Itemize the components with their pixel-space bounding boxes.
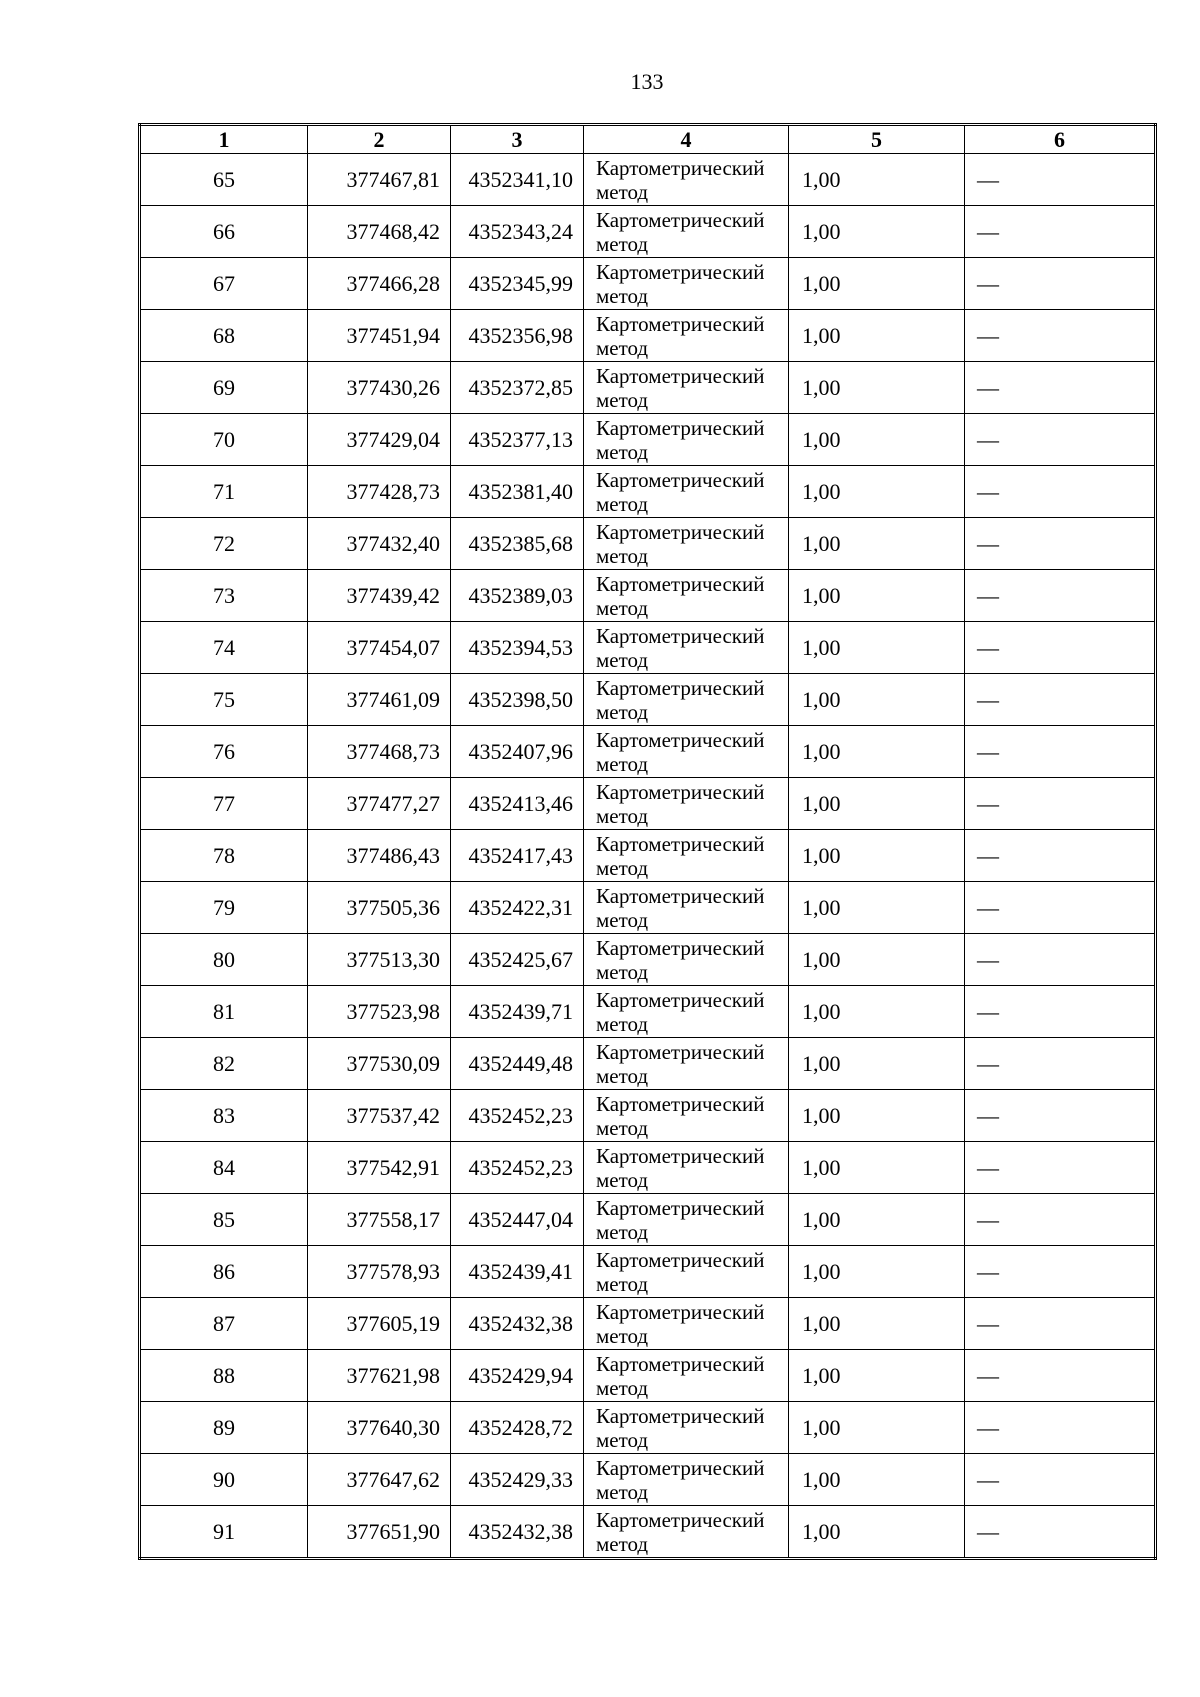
method-cell: Картометрический метод bbox=[584, 258, 789, 310]
accuracy-cell: 1,00 bbox=[789, 414, 965, 466]
note-cell: — bbox=[965, 778, 1156, 830]
y-coordinate-cell: 4352385,68 bbox=[451, 518, 584, 570]
point-number-cell: 88 bbox=[140, 1350, 308, 1402]
note-cell: — bbox=[965, 310, 1156, 362]
method-cell: Картометрический метод bbox=[584, 1194, 789, 1246]
accuracy-cell: 1,00 bbox=[789, 258, 965, 310]
y-coordinate-cell: 4352425,67 bbox=[451, 934, 584, 986]
table-row bbox=[140, 986, 1156, 1038]
accuracy-cell: 1,00 bbox=[789, 466, 965, 518]
table-row bbox=[140, 726, 1156, 778]
method-cell: Картометрический метод bbox=[584, 362, 789, 414]
table-row bbox=[140, 310, 1156, 362]
column-header-5: 5 bbox=[789, 125, 965, 154]
x-coordinate-cell: 377466,28 bbox=[308, 258, 451, 310]
accuracy-cell: 1,00 bbox=[789, 206, 965, 258]
x-coordinate-cell: 377486,43 bbox=[308, 830, 451, 882]
method-cell: Картометрический метод bbox=[584, 518, 789, 570]
table-row bbox=[140, 674, 1156, 726]
accuracy-cell: 1,00 bbox=[789, 934, 965, 986]
x-coordinate-cell: 377640,30 bbox=[308, 1402, 451, 1454]
accuracy-cell: 1,00 bbox=[789, 1038, 965, 1090]
note-cell: — bbox=[965, 1454, 1156, 1506]
point-number-cell: 83 bbox=[140, 1090, 308, 1142]
method-cell: Картометрический метод bbox=[584, 206, 789, 258]
x-coordinate-cell: 377428,73 bbox=[308, 466, 451, 518]
accuracy-cell: 1,00 bbox=[789, 1506, 965, 1559]
accuracy-cell: 1,00 bbox=[789, 622, 965, 674]
method-cell: Картометрический метод bbox=[584, 154, 789, 206]
point-number-cell: 71 bbox=[140, 466, 308, 518]
point-number-cell: 66 bbox=[140, 206, 308, 258]
coordinates-table bbox=[138, 123, 1157, 1560]
method-cell: Картометрический метод bbox=[584, 934, 789, 986]
x-coordinate-cell: 377430,26 bbox=[308, 362, 451, 414]
y-coordinate-cell: 4352422,31 bbox=[451, 882, 584, 934]
x-coordinate-cell: 377477,27 bbox=[308, 778, 451, 830]
note-cell: — bbox=[965, 830, 1156, 882]
note-cell: — bbox=[965, 674, 1156, 726]
method-cell: Картометрический метод bbox=[584, 726, 789, 778]
method-cell: Картометрический метод bbox=[584, 570, 789, 622]
x-coordinate-cell: 377432,40 bbox=[308, 518, 451, 570]
point-number-cell: 70 bbox=[140, 414, 308, 466]
note-cell: — bbox=[965, 414, 1156, 466]
note-cell: — bbox=[965, 206, 1156, 258]
table-row bbox=[140, 1350, 1156, 1402]
method-cell: Картометрический метод bbox=[584, 1350, 789, 1402]
note-cell: — bbox=[965, 518, 1156, 570]
accuracy-cell: 1,00 bbox=[789, 674, 965, 726]
column-header-1: 1 bbox=[140, 125, 308, 154]
table-row bbox=[140, 570, 1156, 622]
y-coordinate-cell: 4352389,03 bbox=[451, 570, 584, 622]
accuracy-cell: 1,00 bbox=[789, 1194, 965, 1246]
y-coordinate-cell: 4352447,04 bbox=[451, 1194, 584, 1246]
x-coordinate-cell: 377530,09 bbox=[308, 1038, 451, 1090]
table-row bbox=[140, 1090, 1156, 1142]
point-number-cell: 81 bbox=[140, 986, 308, 1038]
x-coordinate-cell: 377605,19 bbox=[308, 1298, 451, 1350]
y-coordinate-cell: 4352372,85 bbox=[451, 362, 584, 414]
note-cell: — bbox=[965, 1402, 1156, 1454]
table-row bbox=[140, 414, 1156, 466]
y-coordinate-cell: 4352432,38 bbox=[451, 1506, 584, 1559]
point-number-cell: 91 bbox=[140, 1506, 308, 1559]
note-cell: — bbox=[965, 726, 1156, 778]
method-cell: Картометрический метод bbox=[584, 986, 789, 1038]
table-row bbox=[140, 1402, 1156, 1454]
y-coordinate-cell: 4352413,46 bbox=[451, 778, 584, 830]
y-coordinate-cell: 4352428,72 bbox=[451, 1402, 584, 1454]
column-header-2: 2 bbox=[308, 125, 451, 154]
note-cell: — bbox=[965, 1194, 1156, 1246]
method-cell: Картометрический метод bbox=[584, 310, 789, 362]
accuracy-cell: 1,00 bbox=[789, 830, 965, 882]
note-cell: — bbox=[965, 362, 1156, 414]
table-row bbox=[140, 466, 1156, 518]
table-row bbox=[140, 830, 1156, 882]
accuracy-cell: 1,00 bbox=[789, 1298, 965, 1350]
accuracy-cell: 1,00 bbox=[789, 778, 965, 830]
method-cell: Картометрический метод bbox=[584, 414, 789, 466]
y-coordinate-cell: 4352452,23 bbox=[451, 1090, 584, 1142]
point-number-cell: 82 bbox=[140, 1038, 308, 1090]
x-coordinate-cell: 377513,30 bbox=[308, 934, 451, 986]
x-coordinate-cell: 377558,17 bbox=[308, 1194, 451, 1246]
point-number-cell: 75 bbox=[140, 674, 308, 726]
x-coordinate-cell: 377647,62 bbox=[308, 1454, 451, 1506]
accuracy-cell: 1,00 bbox=[789, 362, 965, 414]
x-coordinate-cell: 377542,91 bbox=[308, 1142, 451, 1194]
table-row bbox=[140, 1038, 1156, 1090]
table-row bbox=[140, 1142, 1156, 1194]
page-number: 133 bbox=[630, 69, 664, 94]
y-coordinate-cell: 4352345,99 bbox=[451, 258, 584, 310]
column-header-6: 6 bbox=[965, 125, 1156, 154]
column-header-4: 4 bbox=[584, 125, 789, 154]
table-row bbox=[140, 778, 1156, 830]
y-coordinate-cell: 4352452,23 bbox=[451, 1142, 584, 1194]
note-cell: — bbox=[965, 1246, 1156, 1298]
note-cell: — bbox=[965, 466, 1156, 518]
note-cell: — bbox=[965, 1090, 1156, 1142]
table-row bbox=[140, 1506, 1156, 1559]
table-header bbox=[140, 125, 1156, 154]
table-row bbox=[140, 362, 1156, 414]
accuracy-cell: 1,00 bbox=[789, 310, 965, 362]
table-row bbox=[140, 934, 1156, 986]
accuracy-cell: 1,00 bbox=[789, 726, 965, 778]
accuracy-cell: 1,00 bbox=[789, 882, 965, 934]
accuracy-cell: 1,00 bbox=[789, 986, 965, 1038]
table-row bbox=[140, 1298, 1156, 1350]
accuracy-cell: 1,00 bbox=[789, 1454, 965, 1506]
method-cell: Картометрический метод bbox=[584, 830, 789, 882]
accuracy-cell: 1,00 bbox=[789, 1402, 965, 1454]
point-number-cell: 68 bbox=[140, 310, 308, 362]
method-cell: Картометрический метод bbox=[584, 882, 789, 934]
method-cell: Картометрический метод bbox=[584, 1298, 789, 1350]
x-coordinate-cell: 377578,93 bbox=[308, 1246, 451, 1298]
method-cell: Картометрический метод bbox=[584, 622, 789, 674]
y-coordinate-cell: 4352398,50 bbox=[451, 674, 584, 726]
table-row bbox=[140, 518, 1156, 570]
y-coordinate-cell: 4352341,10 bbox=[451, 154, 584, 206]
method-cell: Картометрический метод bbox=[584, 1402, 789, 1454]
point-number-cell: 80 bbox=[140, 934, 308, 986]
point-number-cell: 76 bbox=[140, 726, 308, 778]
x-coordinate-cell: 377451,94 bbox=[308, 310, 451, 362]
note-cell: — bbox=[965, 1298, 1156, 1350]
x-coordinate-cell: 377523,98 bbox=[308, 986, 451, 1038]
table-row bbox=[140, 206, 1156, 258]
point-number-cell: 72 bbox=[140, 518, 308, 570]
point-number-cell: 69 bbox=[140, 362, 308, 414]
x-coordinate-cell: 377621,98 bbox=[308, 1350, 451, 1402]
note-cell: — bbox=[965, 570, 1156, 622]
x-coordinate-cell: 377461,09 bbox=[308, 674, 451, 726]
point-number-cell: 87 bbox=[140, 1298, 308, 1350]
y-coordinate-cell: 4352381,40 bbox=[451, 466, 584, 518]
note-cell: — bbox=[965, 1038, 1156, 1090]
x-coordinate-cell: 377468,73 bbox=[308, 726, 451, 778]
x-coordinate-cell: 377429,04 bbox=[308, 414, 451, 466]
note-cell: — bbox=[965, 258, 1156, 310]
point-number-cell: 86 bbox=[140, 1246, 308, 1298]
note-cell: — bbox=[965, 154, 1156, 206]
note-cell: — bbox=[965, 934, 1156, 986]
x-coordinate-cell: 377454,07 bbox=[308, 622, 451, 674]
accuracy-cell: 1,00 bbox=[789, 1246, 965, 1298]
point-number-cell: 79 bbox=[140, 882, 308, 934]
y-coordinate-cell: 4352449,48 bbox=[451, 1038, 584, 1090]
y-coordinate-cell: 4352429,94 bbox=[451, 1350, 584, 1402]
x-coordinate-cell: 377439,42 bbox=[308, 570, 451, 622]
note-cell: — bbox=[965, 1142, 1156, 1194]
point-number-cell: 73 bbox=[140, 570, 308, 622]
y-coordinate-cell: 4352417,43 bbox=[451, 830, 584, 882]
table-row bbox=[140, 1454, 1156, 1506]
method-cell: Картометрический метод bbox=[584, 1246, 789, 1298]
y-coordinate-cell: 4352439,41 bbox=[451, 1246, 584, 1298]
note-cell: — bbox=[965, 1350, 1156, 1402]
point-number-cell: 74 bbox=[140, 622, 308, 674]
accuracy-cell: 1,00 bbox=[789, 1350, 965, 1402]
point-number-cell: 78 bbox=[140, 830, 308, 882]
table-header-row bbox=[140, 125, 1156, 154]
y-coordinate-cell: 4352439,71 bbox=[451, 986, 584, 1038]
point-number-cell: 67 bbox=[140, 258, 308, 310]
method-cell: Картометрический метод bbox=[584, 1142, 789, 1194]
note-cell: — bbox=[965, 622, 1156, 674]
accuracy-cell: 1,00 bbox=[789, 570, 965, 622]
method-cell: Картометрический метод bbox=[584, 1506, 789, 1559]
point-number-cell: 77 bbox=[140, 778, 308, 830]
accuracy-cell: 1,00 bbox=[789, 518, 965, 570]
x-coordinate-cell: 377505,36 bbox=[308, 882, 451, 934]
y-coordinate-cell: 4352377,13 bbox=[451, 414, 584, 466]
point-number-cell: 90 bbox=[140, 1454, 308, 1506]
note-cell: — bbox=[965, 882, 1156, 934]
y-coordinate-cell: 4352407,96 bbox=[451, 726, 584, 778]
y-coordinate-cell: 4352343,24 bbox=[451, 206, 584, 258]
point-number-cell: 85 bbox=[140, 1194, 308, 1246]
y-coordinate-cell: 4352429,33 bbox=[451, 1454, 584, 1506]
point-number-cell: 89 bbox=[140, 1402, 308, 1454]
note-cell: — bbox=[965, 986, 1156, 1038]
x-coordinate-cell: 377651,90 bbox=[308, 1506, 451, 1559]
table-row bbox=[140, 1246, 1156, 1298]
x-coordinate-cell: 377537,42 bbox=[308, 1090, 451, 1142]
method-cell: Картометрический метод bbox=[584, 778, 789, 830]
point-number-cell: 84 bbox=[140, 1142, 308, 1194]
point-number-cell: 65 bbox=[140, 154, 308, 206]
method-cell: Картометрический метод bbox=[584, 466, 789, 518]
method-cell: Картометрический метод bbox=[584, 1454, 789, 1506]
y-coordinate-cell: 4352356,98 bbox=[451, 310, 584, 362]
method-cell: Картометрический метод bbox=[584, 1038, 789, 1090]
method-cell: Картометрический метод bbox=[584, 674, 789, 726]
accuracy-cell: 1,00 bbox=[789, 1142, 965, 1194]
accuracy-cell: 1,00 bbox=[789, 1090, 965, 1142]
table-row bbox=[140, 258, 1156, 310]
x-coordinate-cell: 377468,42 bbox=[308, 206, 451, 258]
method-cell: Картометрический метод bbox=[584, 1090, 789, 1142]
table-row bbox=[140, 882, 1156, 934]
note-cell: — bbox=[965, 1506, 1156, 1559]
table-row bbox=[140, 1194, 1156, 1246]
y-coordinate-cell: 4352432,38 bbox=[451, 1298, 584, 1350]
y-coordinate-cell: 4352394,53 bbox=[451, 622, 584, 674]
column-header-3: 3 bbox=[451, 125, 584, 154]
x-coordinate-cell: 377467,81 bbox=[308, 154, 451, 206]
table-body bbox=[140, 154, 1156, 1559]
table-row bbox=[140, 622, 1156, 674]
table-row bbox=[140, 154, 1156, 206]
accuracy-cell: 1,00 bbox=[789, 154, 965, 206]
